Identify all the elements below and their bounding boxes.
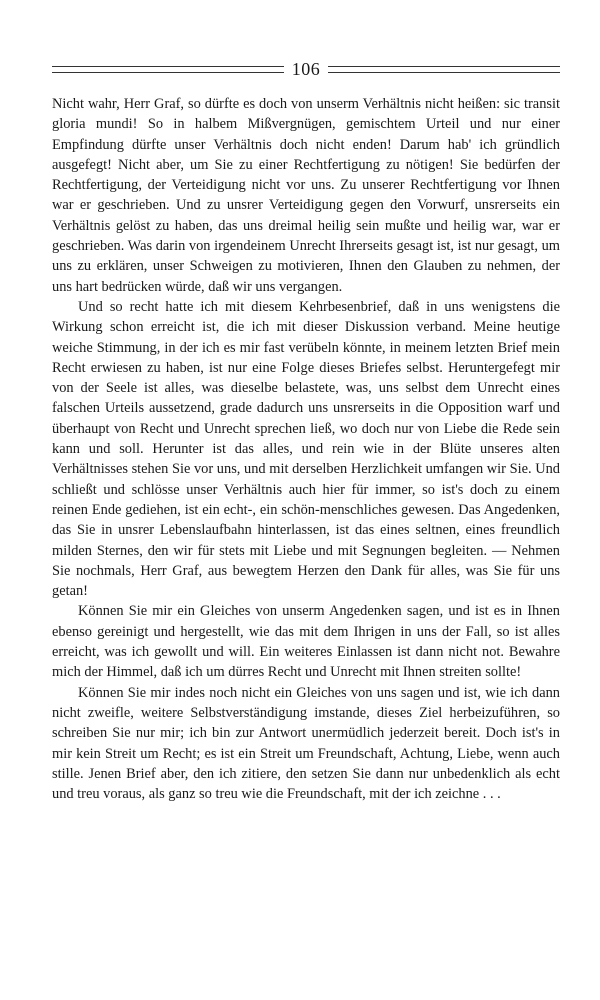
body-text — [52, 94, 560, 804]
header-rule-right — [328, 66, 560, 73]
paragraph: Können Sie mir indes noch nicht ein Gleiches von uns sagen und ist, wie ich dann nicht zweifle, weitere Selbstverständigung imstande, dieses Ziel herbeizuführen, so schreiben Sie nur mir; ich bin zur Antwort unermüdlich jederzeit bereit. Doch ist's in mir kein Streit um Recht; es ist ein Streit um Freundschaft, Achtung, Liebe, wenn auch stille. Jenen Brief aber, den ich zitiere, den setzen Sie dann nur unbedenklich als echt und treu voraus, als ganz so treu wie die Freundschaft, mit der ich zeichne . . . — [52, 684, 560, 803]
header-rule-left — [52, 66, 284, 73]
paragraph: Und so recht hatte ich mit diesem Kehrbesenbrief, daß in uns wenigstens die Wirkung schon erreicht ist, die ich mit dieser Diskussion verband. Meine heutige weiche Stimmung, in der ich es mir fast verübeln könnte, in meinem letzten Brief mein Recht erwiesen zu haben, ist nur eine Folge dieses Briefes selbst. Heruntergefegt mir von der Seele ist alles, was dieselbe belastete, was, uns selbst dem Unrecht eines falschen Urteils aussetzend, grade dadurch uns unsrerseits in die Opposition warf und überhaupt von Recht und Unrecht sprechen ließ, wo doch nur von Liebe die Rede sein kann und soll. Herunter ist das alles, und rein wie in der Blüte unseres alten Verhältnisses stehen Sie vor uns, und mit derselben Herzlichkeit umfangen wir Sie. Und schließt und schlösse unser Verhältnis auch hier für immer, so ist's doch zu einem reinen Ende gediehen, ist ein echt-, ein schön-menschliches gewesen. Das Angedenken, das Sie in unsrer Lebenslaufbahn hinterlassen, ist das eines seltnen, eines freundlich milden Sternes, den wir für stets mit Liebe und mit Segnungen begleiten. — Nehmen Sie nochmals, Herr Graf, aus bewegtem Herzen den Dank für alles, was Sie für uns getan! — [52, 298, 560, 600]
page-header — [52, 58, 560, 80]
page-number: 106 — [291, 59, 321, 79]
paragraph: Nicht wahr, Herr Graf, so dürfte es doch von unserm Verhältnis nicht heißen: sic transit gloria mundi! So in halbem Mißvergnügen, gemischtem Urteil und nur einer Empfindung dürfte unser Verhältnis doch nicht enden! Darum hab' ich gründlich ausgefegt! Nicht aber, um Sie zu einer Rechtfertigung zu nötigen! Sie bedürfen der Rechtfertigung, der Verteidigung nicht vor uns. Zu unserer Rechtfertigung vor Ihnen war er geschrieben. Und zu unsrer Verteidigung gegen den Vorwurf, unsrerseits ein Verhältnis gelöst zu haben, das uns dreimal heilig sein mußte und heilig war, war er geschrieben. Was darin von irgendeinem Unrecht Ihrerseits gesagt ist, ist nur gesagt, um uns zu erklären, unser Schweigen zu motivieren, Ihnen den Glauben zu nehmen, der uns hart bedrücken würde, daß wir uns vergangen. — [52, 96, 560, 295]
paragraph: Können Sie mir ein Gleiches von unserm Angedenken sagen, und ist es in Ihnen ebenso gereinigt und hergestellt, wie das mit dem Ihrigen in uns der Fall, so ist alles erreicht, was ich gewollt und will. Ein weiteres Einlassen ist dann nicht not. Bewahre mich der Himmel, daß ich um dürres Recht und Unrecht mit Ihnen streiten sollte! — [52, 603, 560, 681]
